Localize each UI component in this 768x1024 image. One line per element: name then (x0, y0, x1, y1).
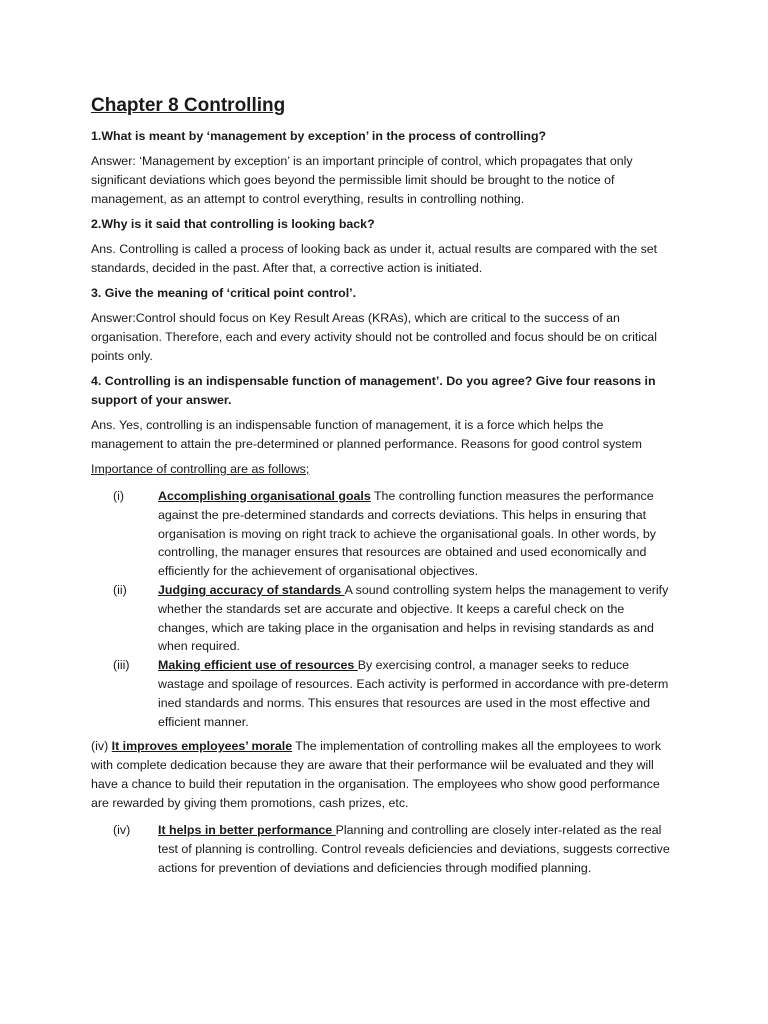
question-1: 1.What is meant by ‘management by exception’ in the process of controlling? (91, 129, 547, 143)
question-2: 2.Why is it said that controlling is looking back? (91, 217, 375, 231)
importance-list (91, 487, 678, 731)
answer-4: Ans. Yes, controlling is an indispensable function of management, it is a force which helps the management to attain the pre-determined or planned performance. Reasons for good control system (91, 418, 643, 451)
importance-heading: Importance of controlling are as follows; (91, 462, 310, 476)
list-item-number: (iii) (113, 658, 130, 673)
morale-heading: It improves employees’ morale (111, 739, 293, 754)
list-item (91, 581, 678, 656)
list-item-heading: Accomplishing organisational goals (158, 489, 371, 503)
list-item-heading: Making efficient use of resources (158, 658, 358, 673)
morale-paragraph (91, 737, 678, 813)
answer-2: Ans. Controlling is called a process of looking back as under it, actual results are compared with the set standards, decided in the past. After that, a corrective action is initiated. (91, 242, 658, 275)
morale-body: The implementation of controlling makes all the employees to work with complete dedication because they are aware that their performance wiil be evaluated and they will have a chance to build their reputation in the organisation. The employees who show good performance are rewarded by giving them promotions, cash prizes, etc. (91, 739, 662, 811)
list-item-body: By exercising control, a manager seeks to reduce wastage and spoilage of resources. Each activity is performed in accordance with pre-determ ined standards and norms. This ensures that resources are used in the most effective and efficient manner. (158, 658, 669, 729)
answer-3: Answer:Control should focus on Key Result Areas (KRAs), which are critical to the success of an organisation. Therefore, each and every activity should not be controlled and focus should be on critical points only. (91, 311, 657, 363)
answer-1: Answer: ‘Management by exception’ is an important principle of control, which propagates that only significant deviations which goes beyond the permissible limit should be brought to the notice of management, as an attempt to control everything, results in controlling nothing. (91, 154, 633, 206)
list-item-body: Planning and controlling are closely inter-related as the real test of planning is controlling. Control reveals deficiencies and deviations, suggests corrective actions for prevention of deviations and deficiencies through modified planning. (158, 823, 670, 875)
list-item (91, 656, 678, 731)
list-item-heading: It helps in better performance (158, 823, 336, 838)
morale-prefix: (iv) (91, 739, 112, 754)
list-item-heading: Judging accuracy of standards (158, 582, 345, 597)
list-item-number: (i) (113, 489, 125, 503)
list-item (91, 821, 678, 877)
list-item-number: (ii) (113, 582, 127, 597)
list-item-text (158, 821, 678, 877)
list-item (91, 487, 678, 581)
list-item-text (158, 487, 678, 581)
list-item-number: (iv) (113, 823, 131, 838)
list-item-text (158, 656, 678, 731)
list-item-body: The controlling function measures the performance against the pre-determined standards and corrects deviations. This helps in ensuring that organisation is moving on right track to achieve the organisational goals. In other words, by controlling, the manager ensures that resources are obtained and used economically and efficiently for the achievement of organisational objectives. (158, 489, 656, 579)
page-title: Chapter 8 Controlling (91, 95, 286, 116)
list-item-text (158, 581, 678, 656)
question-3: 3. Give the meaning of ‘critical point control’. (91, 286, 357, 300)
list-item-body: A sound controlling system helps the management to verify whether the standards set are accurate and objective. It keeps a careful check on the changes, which are taking place in the organisation and helps in revising standards as and when required. (158, 582, 669, 654)
question-4: 4. Controlling is an indispensable function of management’. Do you agree? Give four reasons in support of your answer. (91, 374, 656, 407)
performance-list (91, 821, 678, 877)
